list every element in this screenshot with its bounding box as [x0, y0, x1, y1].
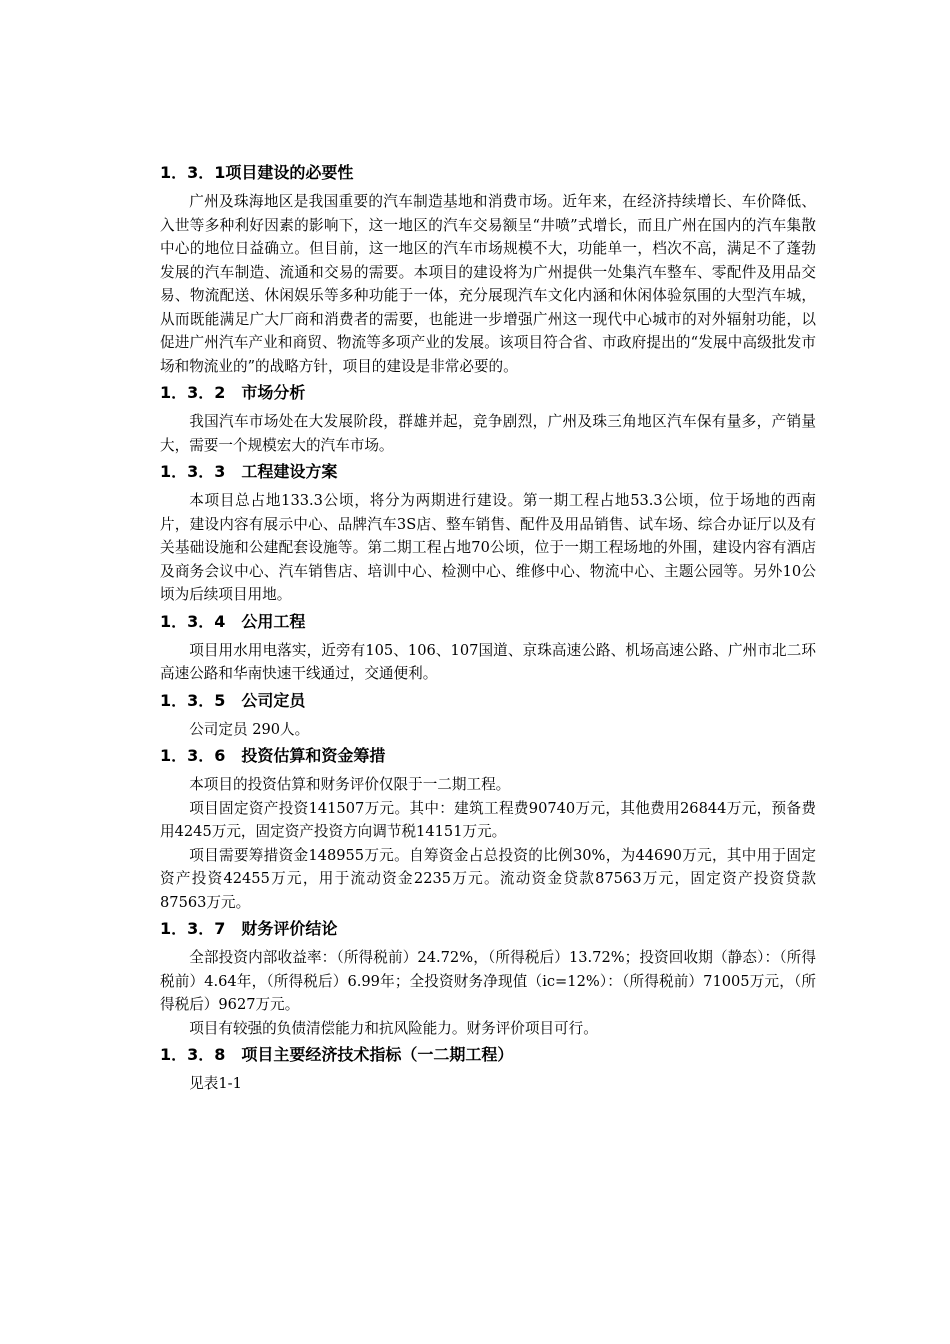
section-heading-1-3-2: 1．3．2 市场分析 [160, 383, 306, 402]
section-1-3-3-paragraph: 本项目总占地133.3公顷，将分为两期进行建设。第一期工程占地53.3公顷，位于场地的西南片，建设内容有展示中心、品牌汽车3S店、整车销售、配件及用品销售、试车场、综合办证厅以及有关基础设施和公建配套设施等。第二期工程占地70公顷，位于一期工程场地的外围，建设内容有酒店及商务会议中心、汽车销售店、培训中心、检测中心、维修中心、物流中心、主题公园等。另外10公顷为后续项目用地。 [160, 492, 816, 603]
section-heading-1-3-8: 1．3．8 项目主要经济技术指标（一二期工程） [160, 1045, 514, 1064]
section-1-3-6-paragraph-1: 本项目的投资估算和财务评价仅限于一二期工程。 [189, 776, 511, 793]
section-1-3-7-paragraph-2: 项目有较强的负债清偿能力和抗风险能力。财务评价项目可行。 [189, 1019, 598, 1037]
section-heading-1-3-5: 1．3．5 公司定员 [160, 690, 306, 710]
section-1-3-6-paragraph-3: 项目需要筹措资金148955万元。自筹资金占总投资的比例30%，为44690万元，其中用于固定资产投资42455万元，用于流动资金2235万元。流动资金贷款87563万元，固定资产投资贷款87563万元。 [160, 846, 816, 911]
document-body [160, 158, 816, 1096]
section-heading-1-3-6: 1．3．6 投资估算和资金筹措 [160, 746, 386, 765]
section-1-3-6-paragraph-2: 项目固定资产投资141507万元。其中：建筑工程费90740万元，其他费用26844万元，预备费用4245万元，固定资产投资方向调节税14151万元。 [160, 799, 816, 840]
section-heading-1-3-1: 1．3．1项目建设的必要性 [160, 163, 354, 182]
section-1-3-7-paragraph-1: 全部投资内部收益率：（所得税前）24.72%，（所得税后）13.72%；投资回收期（静态）：（所得税前）4.64年，（所得税后）6.99年；全投资财务净现值（ic=12%）：（所得税前）71005万元，（所得税后）9627万元。 [160, 949, 816, 1013]
section-1-3-5-paragraph: 公司定员 290人。 [189, 720, 310, 738]
section-1-3-1-paragraph: 广州及珠海地区是我国重要的汽车制造基地和消费市场。近年来，在经济持续增长、车价降低、入世等多种利好因素的影响下，这一地区的汽车交易额呈“井喷”式增长，而且广州在国内的汽车集散中心的地位日益确立。但目前，这一地区的汽车市场规模不大，功能单一，档次不高，满足不了蓬勃发展的汽车制造、流通和交易的需要。本项目的建设将为广州提供一处集汽车整车、零配件及用品交易、物流配送、休闲娱乐等多种功能于一体，充分展现汽车文化内涵和休闲体验氛围的大型汽车城，从而既能满足广大厂商和消费者的需要，也能进一步增强广州这一现代中心城市的对外辐射功能，以促进广州汽车产业和商贸、物流等多项产业的发展。该项目符合省、市政府提出的“发展中高级批发市场和物流业的”的战略方针，项目的建设是非常必要的。 [160, 193, 816, 375]
section-1-3-2-paragraph: 我国汽车市场处在大发展阶段，群雄并起，竞争剧烈，广州及珠三角地区汽车保有量多，产销量大，需要一个规模宏大的汽车市场。 [160, 413, 816, 454]
section-heading-1-3-4: 1．3．4 公用工程 [160, 611, 306, 631]
section-heading-1-3-3: 1．3．3 工程建设方案 [160, 462, 338, 481]
section-1-3-4-paragraph: 项目用水用电落实，近旁有105、106、107国道、京珠高速公路、机场高速公路、广州市北二环高速公路和华南快速干线通过，交通便利。 [160, 641, 816, 682]
section-1-3-8-paragraph: 见表1-1 [189, 1075, 242, 1092]
section-heading-1-3-7: 1．3．7 财务评价结论 [160, 919, 338, 938]
